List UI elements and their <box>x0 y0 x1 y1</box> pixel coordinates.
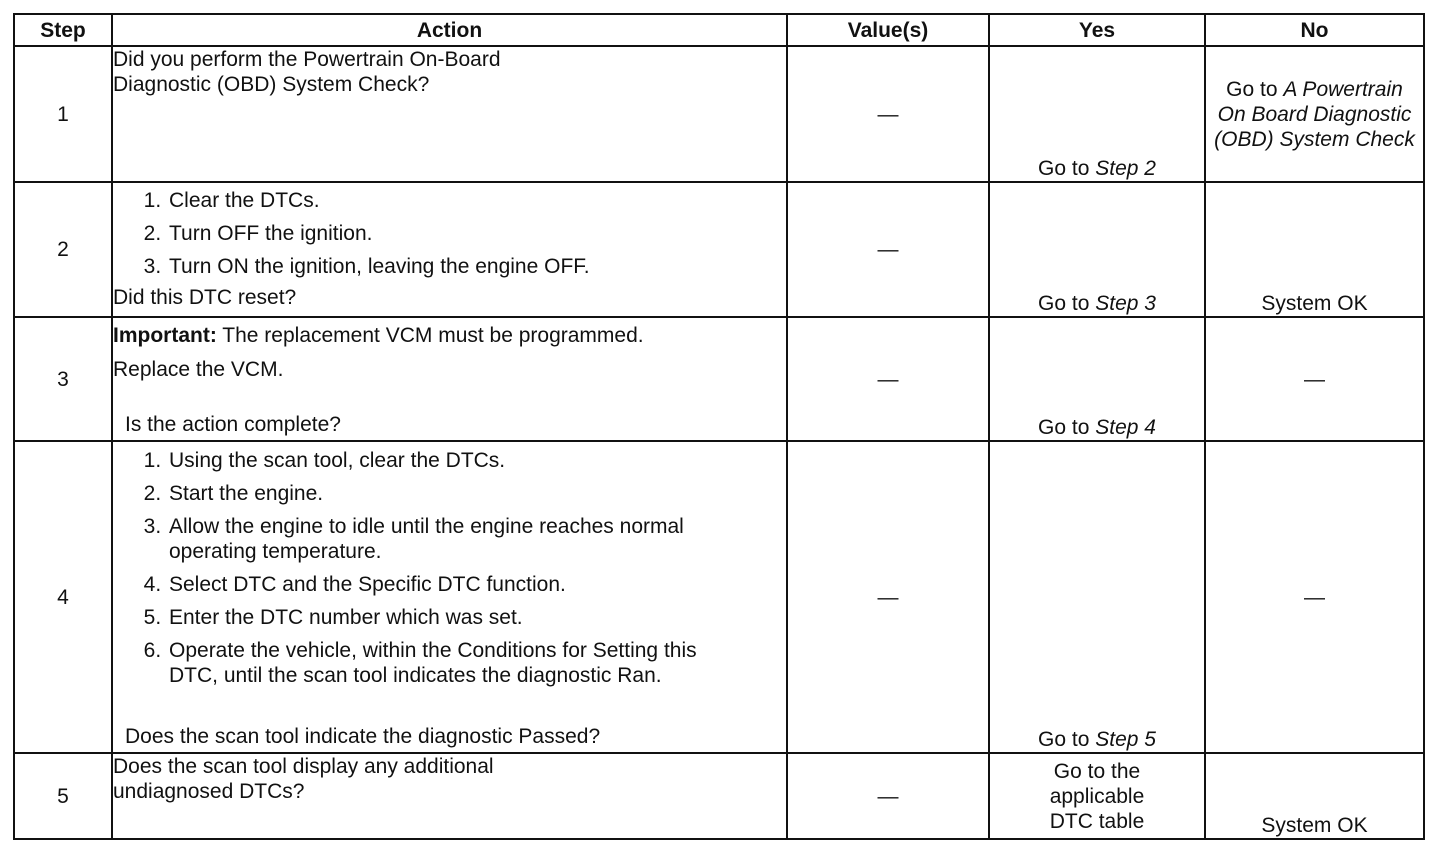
header-values: Value(s) <box>787 14 989 46</box>
step-number: 5 <box>14 753 112 839</box>
value-cell <box>787 317 989 441</box>
value-dash: — <box>877 367 899 391</box>
no-cell <box>1205 317 1424 441</box>
yes-cell <box>989 182 1205 317</box>
header-row <box>14 14 1424 46</box>
yes-step-link[interactable]: Step 3 <box>1095 292 1156 315</box>
table-row-step-4 <box>14 441 1424 753</box>
no-obd-check-link[interactable]: A Powertrain On Board Diagnostic (OBD) System Check <box>1214 77 1415 151</box>
no-prefix: Go to <box>1226 77 1284 101</box>
header-yes: Yes <box>989 14 1205 46</box>
yes-prefix: Go to <box>1038 157 1096 180</box>
diagnostic-table <box>13 13 1425 840</box>
yes-prefix: Go to <box>1038 416 1096 439</box>
value-dash: — <box>877 238 899 261</box>
list-item: 3. Turn ON the ignition, leaving the engine OFF. <box>167 254 786 279</box>
no-cell <box>1205 753 1424 839</box>
yes-step-link[interactable]: Step 4 <box>1095 416 1156 439</box>
yes-prefix: Go to <box>1038 728 1096 751</box>
no-dash: — <box>1304 585 1325 609</box>
table-row-step-3 <box>14 317 1424 441</box>
action-question: Did you perform the Powertrain On-Board Diagnostic (OBD) System Check? <box>113 48 501 96</box>
action-question: Is the action complete? <box>125 413 341 436</box>
no-cell <box>1205 182 1424 317</box>
list-item: 3. Allow the engine to idle until the engine reaches normal operating temperature. <box>167 514 699 564</box>
step-number: 2 <box>14 182 112 317</box>
list-item: 6. Operate the vehicle, within the Conditions for Setting this DTC, until the scan tool indicates the diagnostic Ran. <box>167 638 749 688</box>
step-number: 1 <box>14 46 112 182</box>
value-cell <box>787 441 989 753</box>
yes-cell <box>989 441 1205 753</box>
action-cell <box>112 317 787 441</box>
value-dash: — <box>877 102 899 126</box>
list-item: 2. Turn OFF the ignition. <box>167 221 786 246</box>
list-item: 2. Start the engine. <box>167 481 786 506</box>
list-item: 1. Clear the DTCs. <box>167 188 786 213</box>
yes-cell <box>989 46 1205 182</box>
action-question: Does the scan tool display any additional undiagnosed DTCs? <box>113 755 494 803</box>
header-step: Step <box>14 14 112 46</box>
list-item: 5. Enter the DTC number which was set. <box>167 605 786 630</box>
value-cell <box>787 46 989 182</box>
no-result: System OK <box>1261 814 1368 837</box>
action-cell <box>112 46 787 182</box>
yes-step-link[interactable]: Step 2 <box>1095 157 1156 180</box>
instruction-list <box>113 188 786 279</box>
header-no: No <box>1205 14 1424 46</box>
value-dash: — <box>877 585 899 609</box>
action-cell <box>112 753 787 839</box>
action-cell <box>112 441 787 753</box>
table-row-step-5 <box>14 753 1424 839</box>
yes-dtc-table-link[interactable]: Go to the applicable DTC table <box>1049 759 1145 833</box>
yes-cell <box>989 317 1205 441</box>
action-instruction: Replace the VCM. <box>113 358 284 381</box>
list-item: 4. Select DTC and the Specific DTC function. <box>167 572 786 597</box>
no-result: System OK <box>1261 292 1368 315</box>
action-question: Did this DTC reset? <box>113 286 297 309</box>
table-row-step-1 <box>14 46 1424 182</box>
value-cell <box>787 753 989 839</box>
header-action: Action <box>112 14 787 46</box>
no-cell <box>1205 441 1424 753</box>
instruction-list <box>113 448 786 688</box>
value-cell <box>787 182 989 317</box>
yes-step-link[interactable]: Step 5 <box>1095 728 1156 751</box>
action-question: Does the scan tool indicate the diagnostic Passed? <box>125 725 601 748</box>
step-number: 4 <box>14 441 112 753</box>
table-row-step-2 <box>14 182 1424 317</box>
yes-cell <box>989 753 1205 839</box>
value-dash: — <box>877 784 899 808</box>
step-number: 3 <box>14 317 112 441</box>
list-item: 1. Using the scan tool, clear the DTCs. <box>167 448 786 473</box>
important-note <box>113 323 786 348</box>
important-label: Important: <box>113 324 217 347</box>
yes-prefix: Go to <box>1038 292 1096 315</box>
important-text: The replacement VCM must be programmed. <box>216 324 644 347</box>
no-cell <box>1205 46 1424 182</box>
no-dash: — <box>1304 367 1325 391</box>
action-cell <box>112 182 787 317</box>
